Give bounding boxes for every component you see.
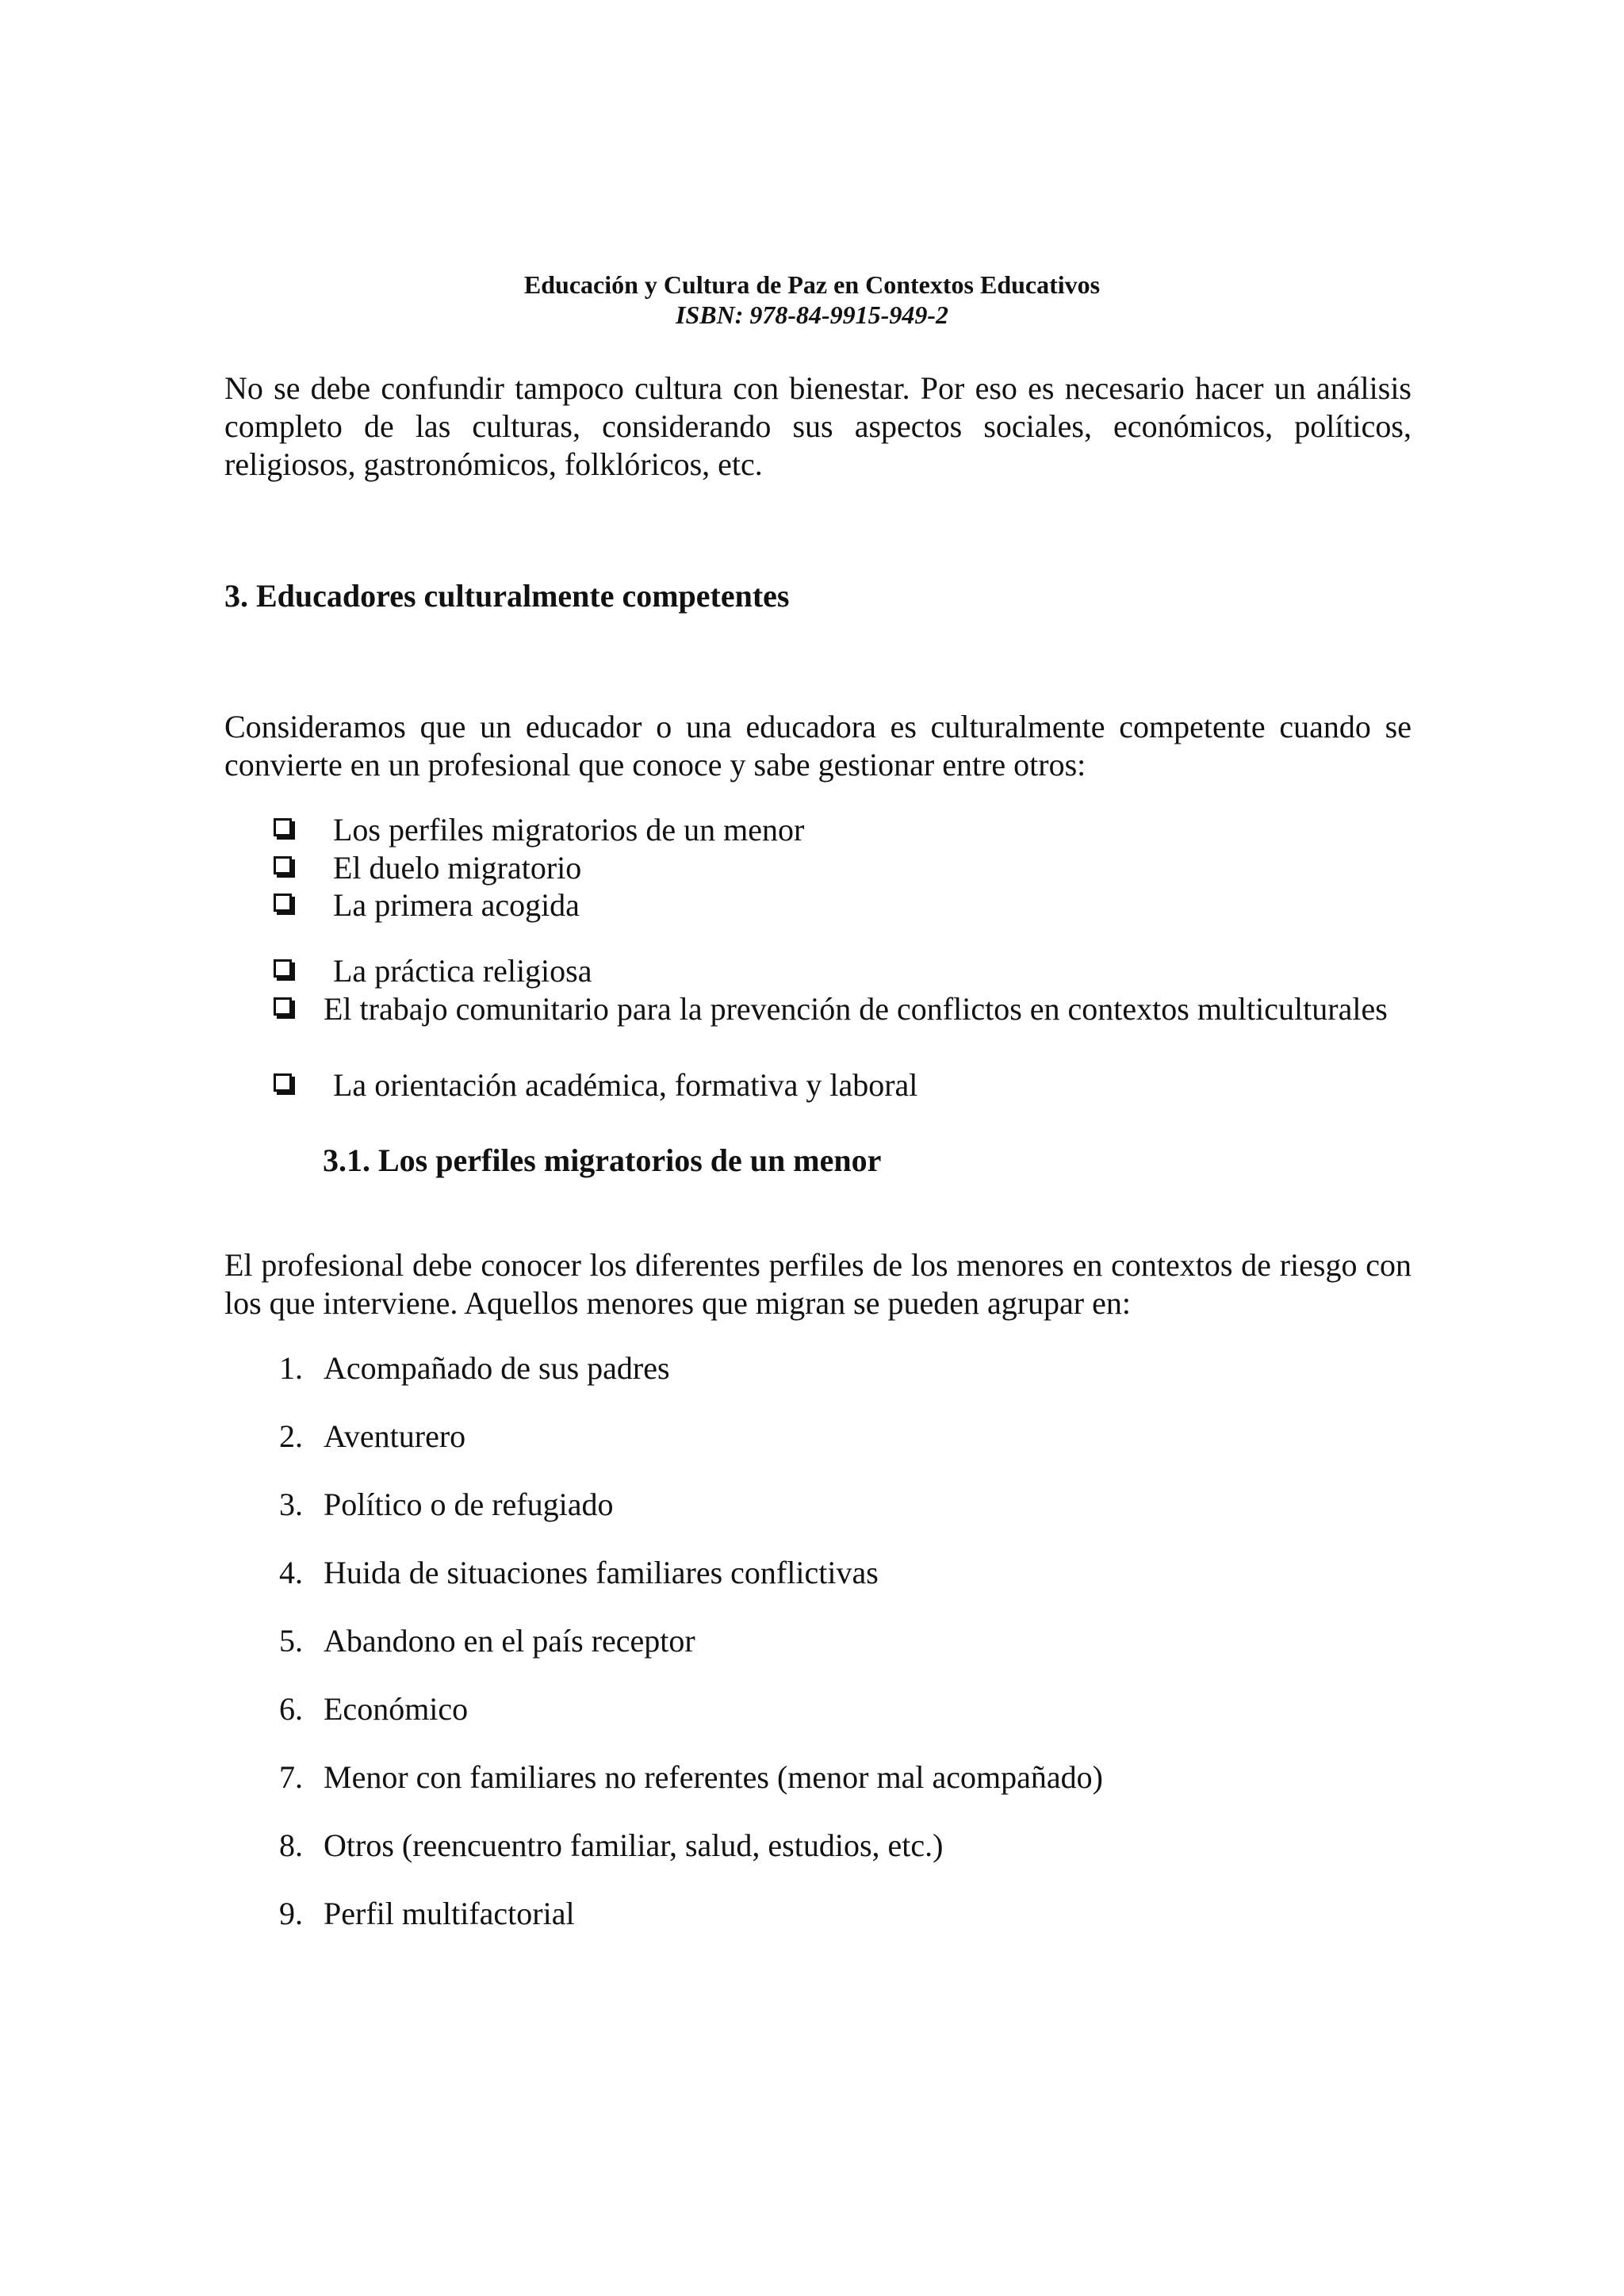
paragraph-culture-wellbeing: No se debe confundir tampoco cultura con bienestar. Por eso es necesario hacer un análisis completo de las culturas, considerando sus aspectos sociales, económicos, políticos, religiosos, gastronómicos, folklóricos, etc. (224, 370, 1411, 482)
running-header-title: Educación y Cultura de Paz en Contextos Educativos (523, 270, 1101, 299)
section-3-1-heading: 3.1. Los perfiles migratorios de un menor (323, 1142, 882, 1178)
checkbox-bullet-icon (274, 856, 292, 874)
section-3-heading: 3. Educadores culturalmente competentes (224, 578, 790, 614)
checkbox-bullet-icon (274, 1073, 292, 1092)
document-page: Educación y Cultura de Paz en Contextos Educativos ISBN: 978-84-9915-949-2 No se debe confundir tampoco cultura con bienestar. Por eso es necesario hacer un análisis completo de las culturas, considerando sus aspectos sociales, económicos, políticos, religiosos, gastronómicos, folklóricos, etc. 3. Educadores culturalmente competentes Consideramos que un educador o una educadora es culturalmente competente cuando se convierte en un profesional que conoce y sabe gestionar entre otros: Los perfiles migratorios de un menor El duelo migratorio La primera acogida La práctica religiosa El trabajo comunitario para la prevención de conflictos en contextos multiculturales La orientación académica, formativa y laboral 3.1. Los perfiles migratorios de un menor El profesional debe conocer los diferentes perfiles de los menores en contextos de riesgo con los que interviene. Aquellos menores que migran se pueden agrupar en: 1. Acompañado de sus padres 2. Aventurero 3. Político o de refugiado 4. Huida de situaciones familiares conflictivas 5. Abandono en el país receptor 6. Económico 7. Menor con familiares no referentes (menor mal acompañado) 8. Otros (reencuentro familiar, salud, estudios, etc.) 9. Perfil multifactorial (0, 0, 1624, 2296)
section-3-1-intro: El profesional debe conocer los diferentes perfiles de los menores en contextos de riesgo con los que interviene. Aquellos menores que migran se pueden agrupar en: (224, 1247, 1411, 1321)
section-3-intro: Consideramos que un educador o una educadora es culturalmente competente cuando se convierte en un profesional que conoce y sabe gestionar entre otros: (224, 709, 1411, 783)
checkbox-bullet-icon (274, 894, 292, 912)
running-header-isbn: ISBN: 978-84-9915-949-2 (676, 300, 948, 329)
checkbox-bullet-icon (274, 997, 292, 1016)
checkbox-bullet-icon (274, 818, 292, 836)
checkbox-bullet-icon (274, 959, 292, 978)
